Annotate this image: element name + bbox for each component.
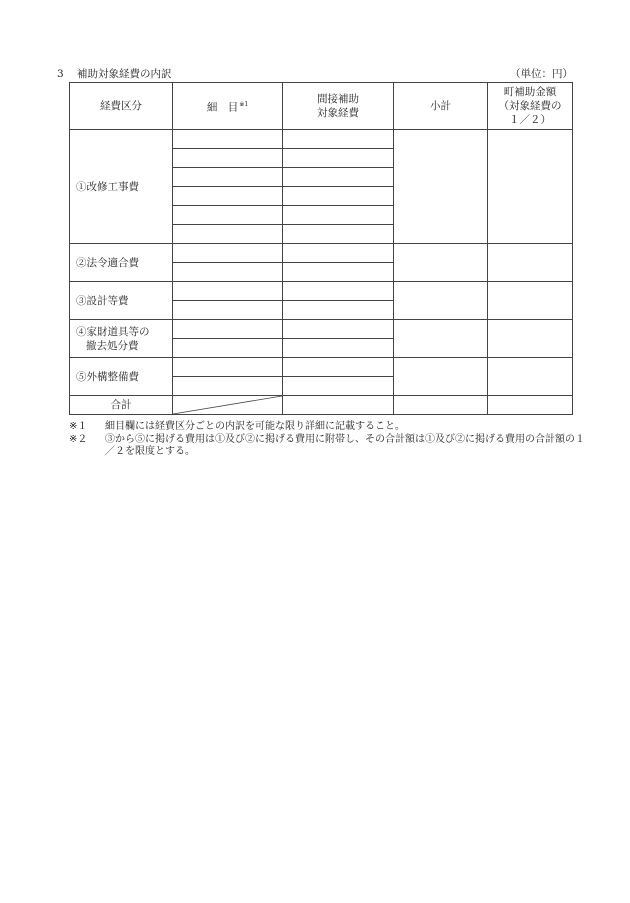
item-cell[interactable] <box>173 282 283 301</box>
indirect-cell[interactable] <box>283 168 394 187</box>
category-household-removal: ④家財道具等の 撤去処分費 <box>70 320 173 358</box>
indirect-cell[interactable] <box>283 225 394 244</box>
footnote-ref-1: ※1 <box>239 100 249 108</box>
indirect-cell[interactable] <box>283 282 394 301</box>
indirect-cell[interactable] <box>283 358 394 377</box>
footnotes <box>69 421 589 459</box>
category-renovation: ①改修工事費 <box>70 130 173 244</box>
diagonal-strike <box>173 396 282 414</box>
item-cell[interactable] <box>173 168 283 187</box>
subtotal-cell[interactable] <box>394 320 488 358</box>
footnote-2 <box>69 434 589 458</box>
total-label: 合計 <box>70 396 173 415</box>
indirect-cell[interactable] <box>283 187 394 206</box>
item-cell[interactable] <box>173 206 283 225</box>
indirect-cell[interactable] <box>283 301 394 320</box>
indirect-cell[interactable] <box>283 206 394 225</box>
footnote-1 <box>69 421 589 433</box>
item-cell[interactable] <box>173 320 283 339</box>
indirect-cell[interactable] <box>283 320 394 339</box>
table-row <box>70 358 573 377</box>
item-cell[interactable] <box>173 244 283 263</box>
item-cell[interactable] <box>173 130 283 149</box>
section-number: 3 <box>57 68 64 80</box>
footnote-mark: ※２ <box>69 434 88 445</box>
indirect-cell[interactable] <box>283 339 394 358</box>
table-row <box>70 282 573 301</box>
footnote-text: ③から⑤に掲げる費用は①及び②に掲げる費用に附帯し、その合計額は①及び②に掲げる費用の合計額の１／２を限度とする。 <box>105 434 585 457</box>
indirect-cell[interactable] <box>283 263 394 282</box>
item-cell[interactable] <box>173 149 283 168</box>
total-town-subsidy-cell[interactable] <box>488 396 573 415</box>
category-exterior: ⑤外構整備費 <box>70 358 173 396</box>
item-cell[interactable] <box>173 187 283 206</box>
section-heading <box>57 66 573 82</box>
subtotal-cell[interactable] <box>394 282 488 320</box>
total-item-crossed-cell <box>173 396 283 415</box>
table-row <box>70 244 573 263</box>
footnote-text: 細目欄には経費区分ごとの内訳を可能な限り詳細に記載すること。 <box>105 421 405 432</box>
subtotal-cell[interactable] <box>394 358 488 396</box>
expense-breakdown-table <box>69 82 573 415</box>
indirect-cell[interactable] <box>283 149 394 168</box>
header-row <box>70 83 573 130</box>
indirect-cell[interactable] <box>283 244 394 263</box>
town-subsidy-cell[interactable] <box>488 130 573 244</box>
item-cell[interactable] <box>173 377 283 396</box>
total-indirect-cell[interactable] <box>283 396 394 415</box>
item-cell[interactable] <box>173 263 283 282</box>
indirect-cell[interactable] <box>283 130 394 149</box>
town-subsidy-cell[interactable] <box>488 282 573 320</box>
town-subsidy-cell[interactable] <box>488 244 573 282</box>
item-cell[interactable] <box>173 301 283 320</box>
header-item: 細 目$^{※1}$ <box>173 83 283 130</box>
item-cell[interactable] <box>173 225 283 244</box>
table-row <box>70 320 573 339</box>
category-design: ③設計等費 <box>70 282 173 320</box>
category-legal-compliance: ②法令適合費 <box>70 244 173 282</box>
town-subsidy-cell[interactable] <box>488 320 573 358</box>
indirect-cell[interactable] <box>283 377 394 396</box>
total-row <box>70 396 573 415</box>
subtotal-cell[interactable] <box>394 244 488 282</box>
table-row <box>70 130 573 149</box>
header-indirect-expense: 間接補助 対象経費 <box>283 83 394 130</box>
unit-label: （単位：円） <box>510 68 573 80</box>
item-cell[interactable] <box>173 358 283 377</box>
subtotal-cell[interactable] <box>394 130 488 244</box>
section-title: 補助対象経費の内訳 <box>77 68 172 80</box>
item-cell[interactable] <box>173 339 283 358</box>
total-subtotal-cell[interactable] <box>394 396 488 415</box>
header-subtotal: 小計 <box>394 83 488 130</box>
footnote-mark: ※１ <box>69 421 88 432</box>
town-subsidy-cell[interactable] <box>488 358 573 396</box>
header-category: 経費区分 <box>70 83 173 130</box>
header-town-subsidy: 町補助金額 （対象経費の １／２） <box>488 83 573 130</box>
